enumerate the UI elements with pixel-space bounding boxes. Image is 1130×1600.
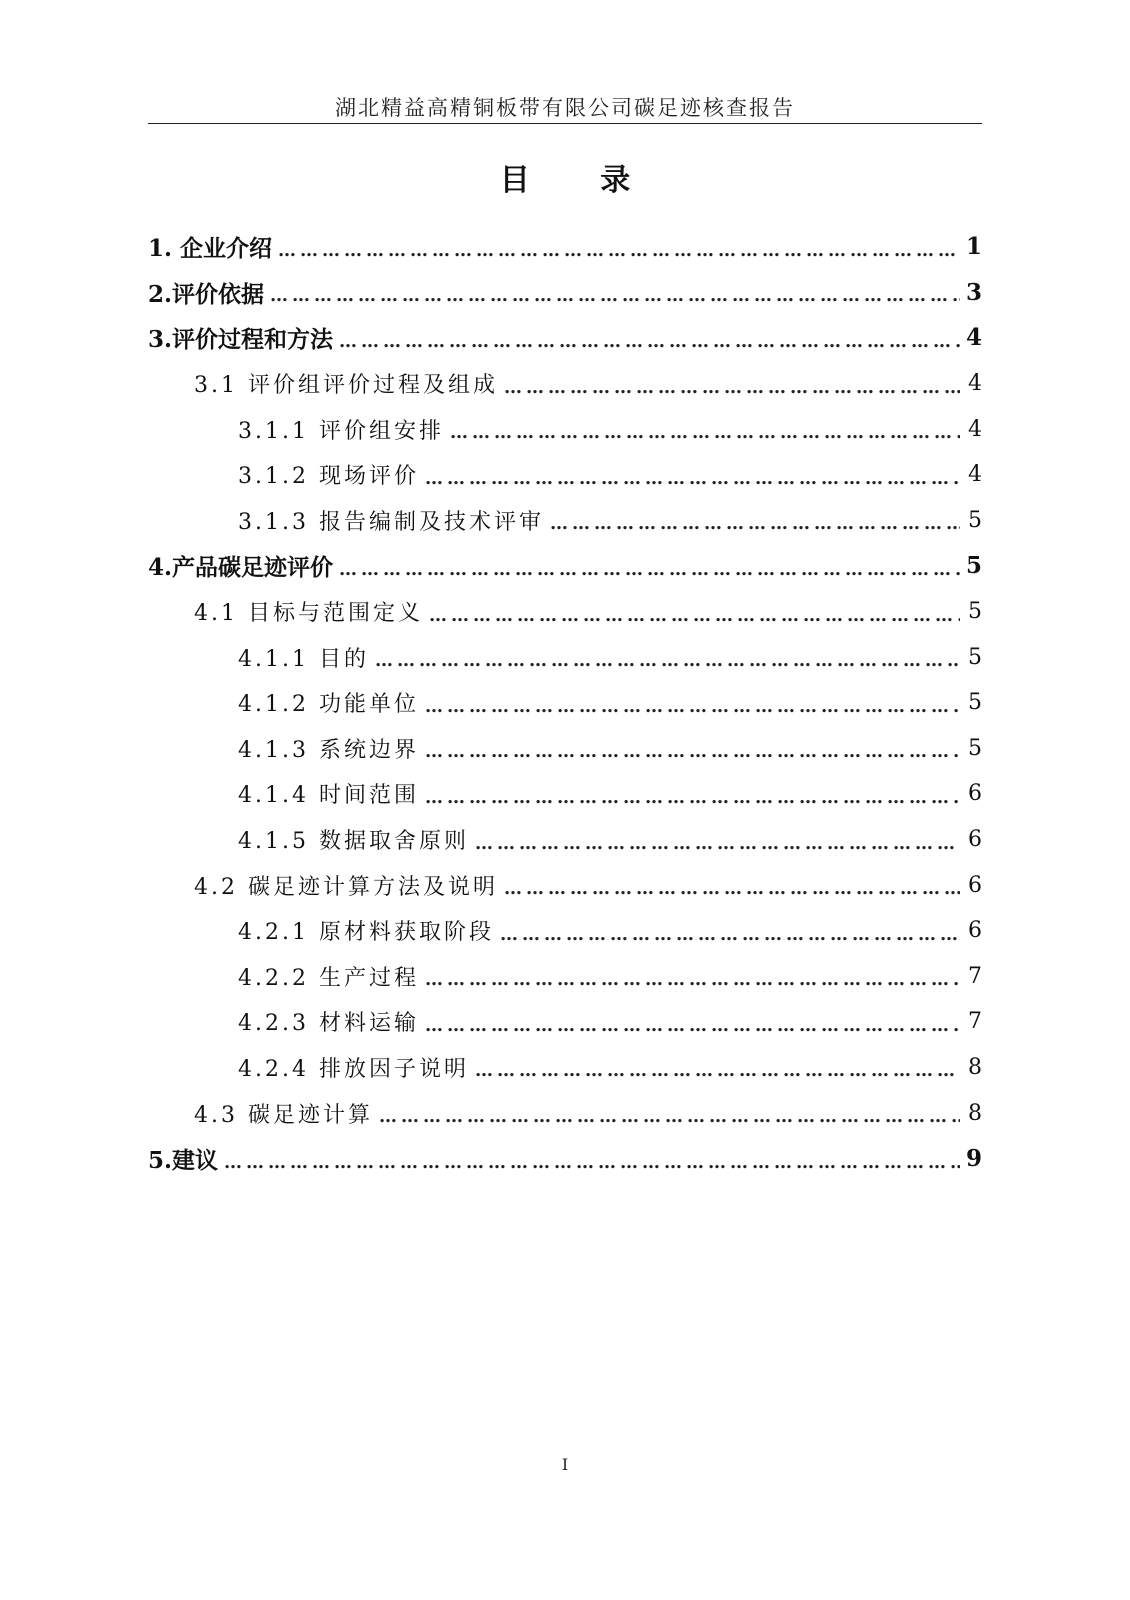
toc-entry-label: 4.1 目标与范围定义 [194, 601, 423, 627]
toc-dot-leader [339, 325, 960, 351]
toc-entry[interactable] [148, 908, 982, 954]
toc-entry[interactable] [148, 361, 982, 407]
toc-entry-page-number: 3 [965, 278, 982, 306]
toc-entry[interactable] [148, 452, 982, 498]
toc-entry-label: 4.2.2 生产过程 [238, 965, 419, 991]
toc-entry-page-number: 8 [968, 1100, 982, 1126]
toc-dot-leader [270, 279, 960, 305]
toc-entry-label: 4.1.4 时间范围 [238, 783, 419, 809]
toc-entry[interactable] [148, 817, 982, 863]
toc-entry[interactable] [148, 954, 982, 1000]
toc-entry-page-number: 5 [968, 690, 982, 716]
toc-entry-label: 4.1.1 目的 [238, 646, 369, 672]
toc-entry-label: 4.1.3 系统边界 [238, 737, 419, 763]
toc-entry[interactable] [148, 680, 982, 726]
toc-entry-page-number: 5 [968, 644, 982, 670]
toc-entry-page-number: 1 [965, 233, 982, 261]
toc-entry-label: 2.评价依据 [148, 280, 265, 308]
toc-entry-label: 5.建议 [148, 1147, 219, 1175]
toc-entry-page-number: 4 [968, 371, 982, 397]
toc-entry-page-number: 5 [968, 507, 982, 533]
toc-entry-page-number: 8 [968, 1054, 982, 1080]
toc-dot-leader [375, 644, 960, 670]
page-number: I [561, 1455, 569, 1474]
toc-entry[interactable] [148, 498, 982, 544]
toc-dot-leader [425, 735, 960, 761]
toc-dot-leader [475, 1054, 960, 1080]
toc-entry-page-number: 7 [968, 1009, 982, 1035]
toc-dot-leader [429, 599, 960, 625]
toc-entry[interactable] [148, 1045, 982, 1091]
toc-entry-label: 3.1.1 评价组安排 [238, 418, 444, 444]
toc-dot-leader [504, 872, 960, 898]
toc-entry[interactable] [148, 1090, 982, 1136]
toc-dot-leader [425, 781, 960, 807]
toc-dot-leader [500, 918, 960, 944]
toc-entry-page-number: 6 [968, 827, 982, 853]
toc-entry-page-number: 5 [968, 599, 982, 625]
toc-entry-label: 3.1.2 现场评价 [238, 464, 419, 490]
toc-dot-leader [425, 462, 960, 488]
toc-dot-leader [224, 1146, 960, 1172]
toc-dot-leader [504, 371, 960, 397]
toc-dot-leader [425, 963, 960, 989]
toc-entry-label: 4.3 碳足迹计算 [194, 1102, 373, 1128]
toc-entry-page-number: 5 [965, 552, 982, 580]
toc-entry[interactable] [148, 406, 982, 452]
toc-entry-page-number: 7 [968, 963, 982, 989]
toc-list [148, 224, 982, 1181]
toc-title: 目 录 [499, 163, 661, 198]
toc-entry-label: 4.2.3 材料运输 [238, 1011, 419, 1037]
toc-entry-label: 4.1.5 数据取舍原则 [238, 829, 469, 855]
toc-entry-page-number: 5 [968, 735, 982, 761]
toc-entry-label: 3.评价过程和方法 [148, 326, 334, 354]
toc-entry[interactable] [148, 634, 982, 680]
toc-entry[interactable] [148, 224, 982, 270]
toc-dot-leader [425, 690, 960, 716]
toc-entry-label: 4.1.2 功能单位 [238, 692, 419, 718]
toc-entry-label: 3.1.3 报告编制及技术评审 [238, 509, 544, 535]
toc-entry[interactable] [148, 543, 982, 589]
toc-entry-page-number: 4 [968, 462, 982, 488]
toc-entry-label: 3.1 评价组评价过程及组成 [194, 373, 498, 399]
toc-entry-page-number: 6 [968, 872, 982, 898]
toc-entry-label: 4.2 碳足迹计算方法及说明 [194, 874, 498, 900]
toc-dot-leader [339, 553, 960, 579]
toc-dot-leader [475, 827, 960, 853]
toc-entry-page-number: 6 [968, 781, 982, 807]
toc-entry-label: 4.2.1 原材料获取阶段 [238, 920, 494, 946]
toc-entry-label: 4.产品碳足迹评价 [148, 554, 334, 582]
toc-entry[interactable] [148, 270, 982, 316]
toc-entry-page-number: 9 [965, 1145, 982, 1173]
toc-dot-leader [278, 234, 960, 260]
toc-entry[interactable] [148, 1136, 982, 1182]
toc-entry[interactable] [148, 771, 982, 817]
toc-dot-leader [379, 1100, 960, 1126]
toc-entry-page-number: 4 [968, 416, 982, 442]
toc-entry[interactable] [148, 726, 982, 772]
toc-entry[interactable] [148, 589, 982, 635]
toc-entry[interactable] [148, 315, 982, 361]
toc-entry-page-number: 6 [968, 918, 982, 944]
toc-entry-label: 1. 企业介绍 [148, 235, 273, 263]
toc-entry[interactable] [148, 862, 982, 908]
toc-dot-leader [450, 416, 960, 442]
toc-entry-page-number: 4 [965, 324, 982, 352]
toc-entry-label: 4.2.4 排放因子说明 [238, 1056, 469, 1082]
header-divider [148, 123, 982, 124]
toc-dot-leader [550, 507, 960, 533]
document-header-title: 湖北精益高精铜板带有限公司碳足迹核查报告 [335, 96, 795, 120]
toc-entry[interactable] [148, 999, 982, 1045]
toc-dot-leader [425, 1009, 960, 1035]
